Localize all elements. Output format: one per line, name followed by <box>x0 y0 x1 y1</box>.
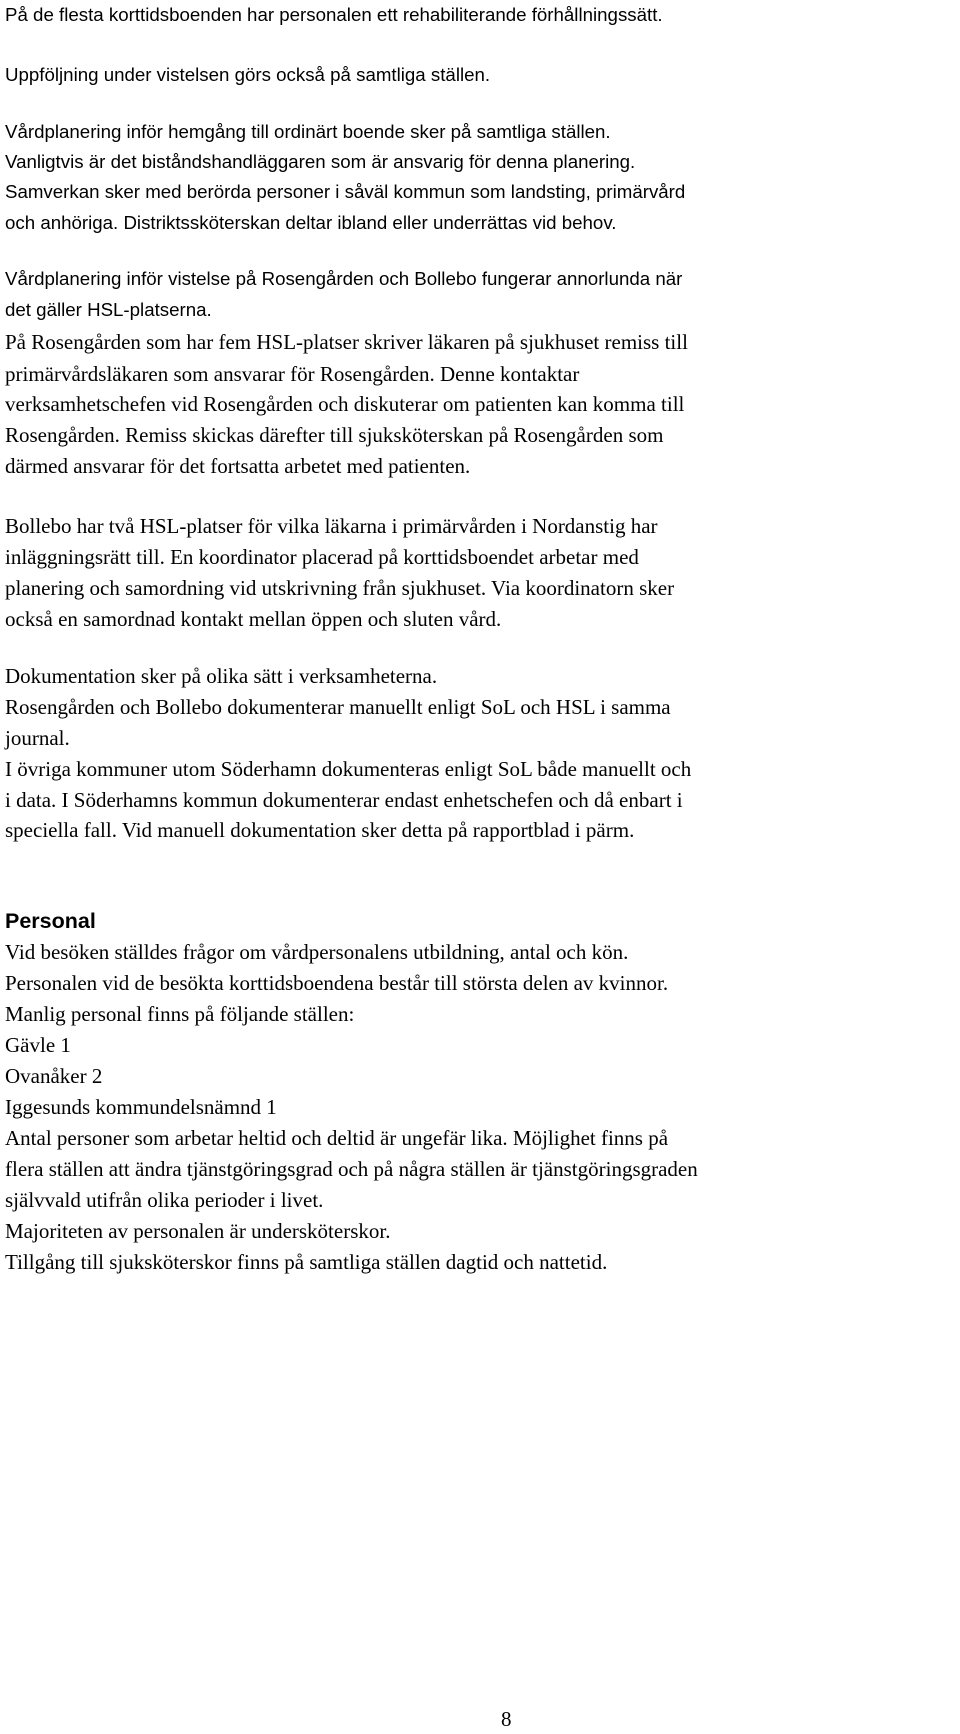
paragraph-line: Bollebo har två HSL-platser för vilka läkarna i primärvården i Nordanstig har <box>5 514 658 538</box>
paragraph-line: det gäller HSL-platserna. <box>5 299 212 320</box>
list-item: Gävle 1 <box>5 1033 71 1057</box>
paragraph-line: På Rosengården som har fem HSL-platser skriver läkaren på sjukhuset remiss till <box>5 330 688 354</box>
paragraph-line: Personalen vid de besökta korttidsboendena består till största delen av kvinnor. <box>5 971 669 995</box>
paragraph-line: Samverkan sker med berörda personer i såväl kommun som landsting, primärvård <box>5 181 686 202</box>
paragraph-line: i data. I Söderhamns kommun dokumenterar endast enhetschefen och då enbart i <box>5 788 683 812</box>
list-item: Ovanåker 2 <box>5 1064 103 1088</box>
paragraph-line: planering och samordning vid utskrivning från sjukhuset. Via koordinatorn sker <box>5 576 675 600</box>
paragraph-line: Vid besöken ställdes frågor om vårdpersonalens utbildning, antal och kön. <box>5 940 629 964</box>
paragraph-line: Manlig personal finns på följande ställen: <box>5 1002 355 1026</box>
paragraph-line: Uppföljning under vistelsen görs också på samtliga ställen. <box>5 64 491 85</box>
paragraph-line: verksamhetschefen vid Rosengården och diskuterar om patienten kan komma till <box>5 392 685 416</box>
paragraph-line: också en samordnad kontakt mellan öppen och sluten vård. <box>5 607 502 631</box>
paragraph-line: Majoriteten av personalen är undersköterskor. <box>5 1219 391 1243</box>
paragraph-line: självvald utifrån olika perioder i livet. <box>5 1188 324 1212</box>
paragraph-line: Antal personer som arbetar heltid och deltid är ungefär lika. Möjlighet finns på <box>5 1126 669 1150</box>
paragraph-line: speciella fall. Vid manuell dokumentation sker detta på rapportblad i pärm. <box>5 818 635 842</box>
paragraph-line: inläggningsrätt till. En koordinator placerad på korttidsboendet arbetar med <box>5 545 639 569</box>
paragraph-line: flera ställen att ändra tjänstgöringsgrad och på några ställen är tjänstgöringsgraden <box>5 1157 698 1181</box>
page-number: 8 <box>501 1707 512 1731</box>
paragraph-line: Vanligtvis är det biståndshandläggaren som är ansvarig för denna planering. <box>5 151 636 172</box>
paragraph-line: I övriga kommuner utom Söderhamn dokumenteras enligt SoL både manuellt och <box>5 757 692 781</box>
paragraph-line: På de flesta korttidsboenden har personalen ett rehabiliterande förhållningssätt. <box>5 4 663 25</box>
paragraph-line: och anhöriga. Distriktssköterskan deltar ibland eller underrättas vid behov. <box>5 212 617 233</box>
paragraph-line: Rosengården och Bollebo dokumenterar manuellt enligt SoL och HSL i samma <box>5 695 671 719</box>
paragraph-line: primärvårdsläkaren som ansvarar för Rosengården. Denne kontaktar <box>5 362 580 386</box>
paragraph-line: Vårdplanering inför vistelse på Rosengården och Bollebo fungerar annorlunda när <box>5 268 683 289</box>
paragraph-line: journal. <box>5 726 70 750</box>
section-heading: Personal <box>5 909 96 933</box>
paragraph-line: Vårdplanering inför hemgång till ordinärt boende sker på samtliga ställen. <box>5 121 611 142</box>
list-item: Iggesunds kommundelsnämnd 1 <box>5 1095 277 1119</box>
paragraph-line: Tillgång till sjuksköterskor finns på samtliga ställen dagtid och nattetid. <box>5 1250 608 1274</box>
paragraph-line: Dokumentation sker på olika sätt i verksamheterna. <box>5 664 438 688</box>
paragraph-line: därmed ansvarar för det fortsatta arbetet med patienten. <box>5 454 471 478</box>
paragraph-line: Rosengården. Remiss skickas därefter till sjuksköterskan på Rosengården som <box>5 423 664 447</box>
